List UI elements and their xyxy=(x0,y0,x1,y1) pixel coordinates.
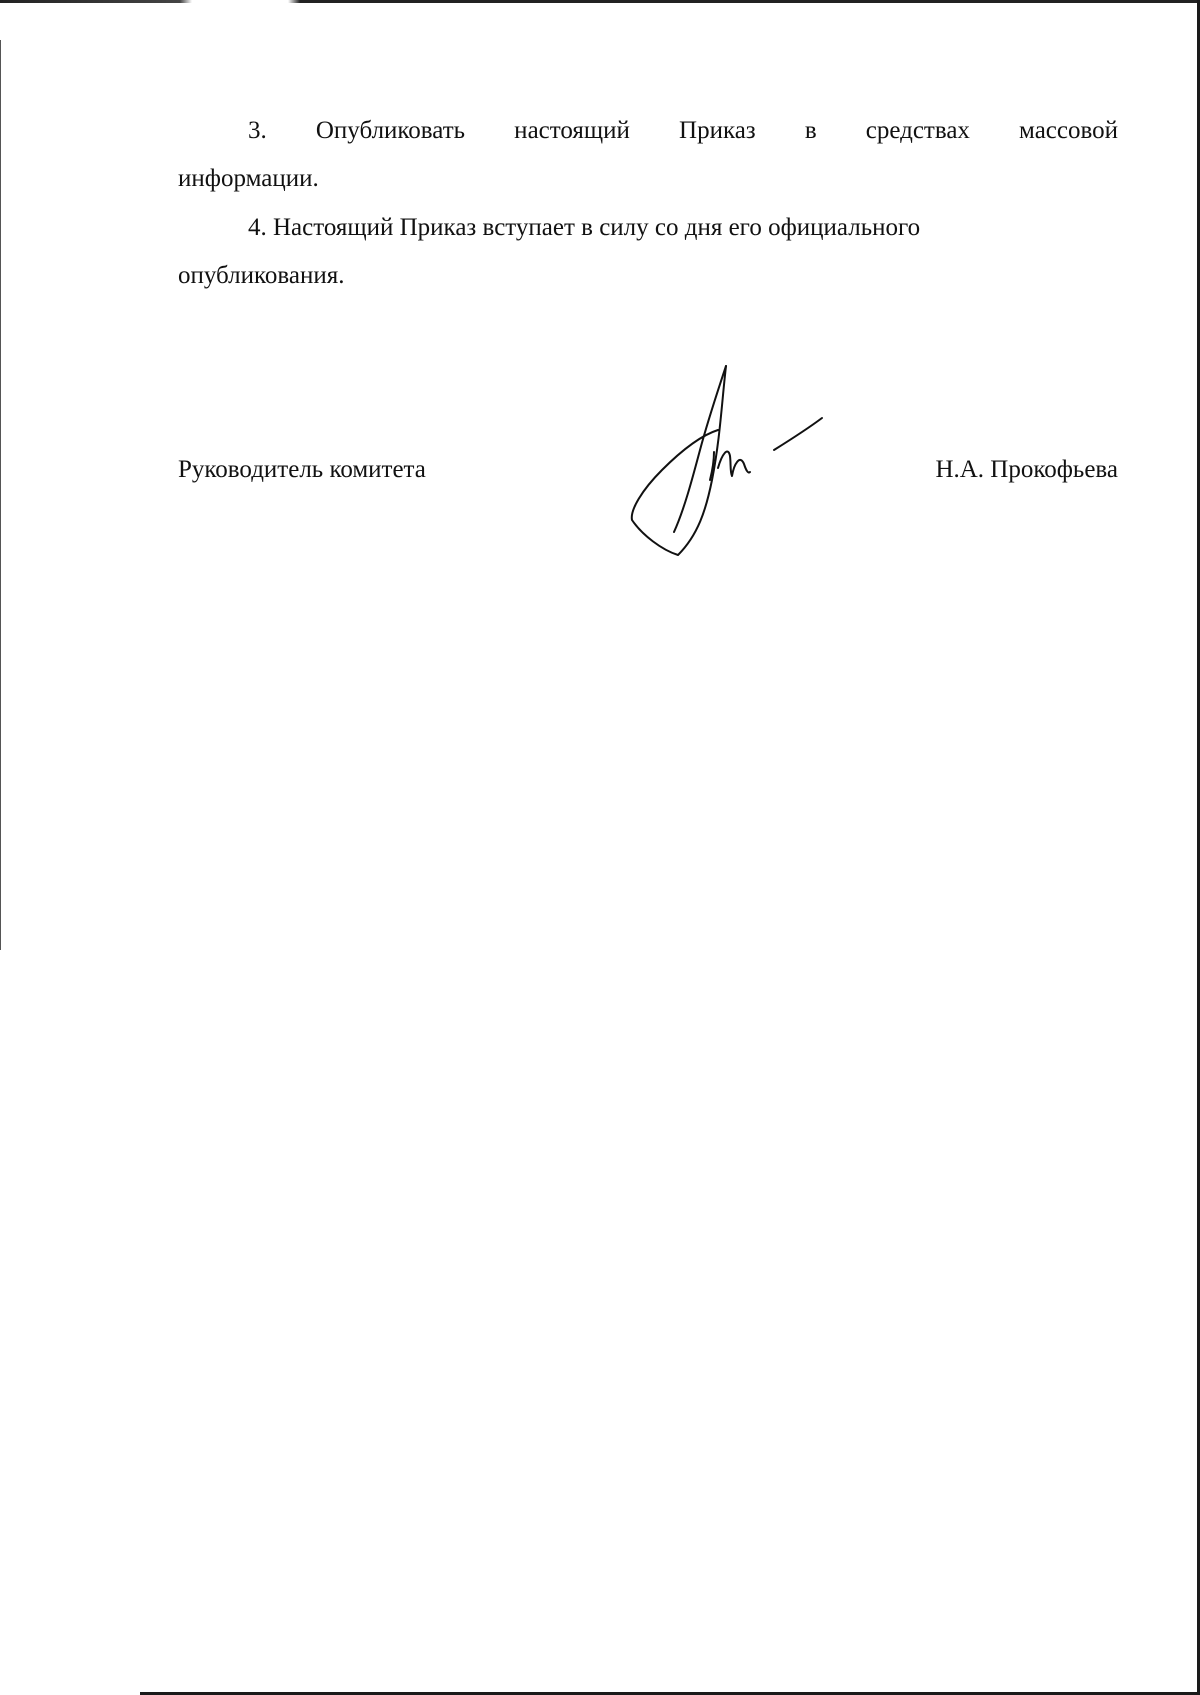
paragraph-4 xyxy=(178,204,1118,300)
handwritten-signature xyxy=(622,360,832,560)
scan-border-top xyxy=(0,0,1200,3)
paragraph-3-line-1: 3. Опубликовать настоящий Приказ в средствах массовой xyxy=(248,117,1118,144)
paragraph-3 xyxy=(178,107,1118,203)
paragraph-4-line-2: опубликования. xyxy=(178,262,345,289)
signatory-name: Н.А. Прокофьева xyxy=(935,456,1118,483)
paragraph-3-line-2: информации. xyxy=(178,165,319,192)
scan-border-left xyxy=(0,40,1,950)
paragraph-4-line-1: 4. Настоящий Приказ вступает в силу со дня его официального xyxy=(248,214,921,241)
signatory-position: Руководитель комитета xyxy=(178,456,426,483)
